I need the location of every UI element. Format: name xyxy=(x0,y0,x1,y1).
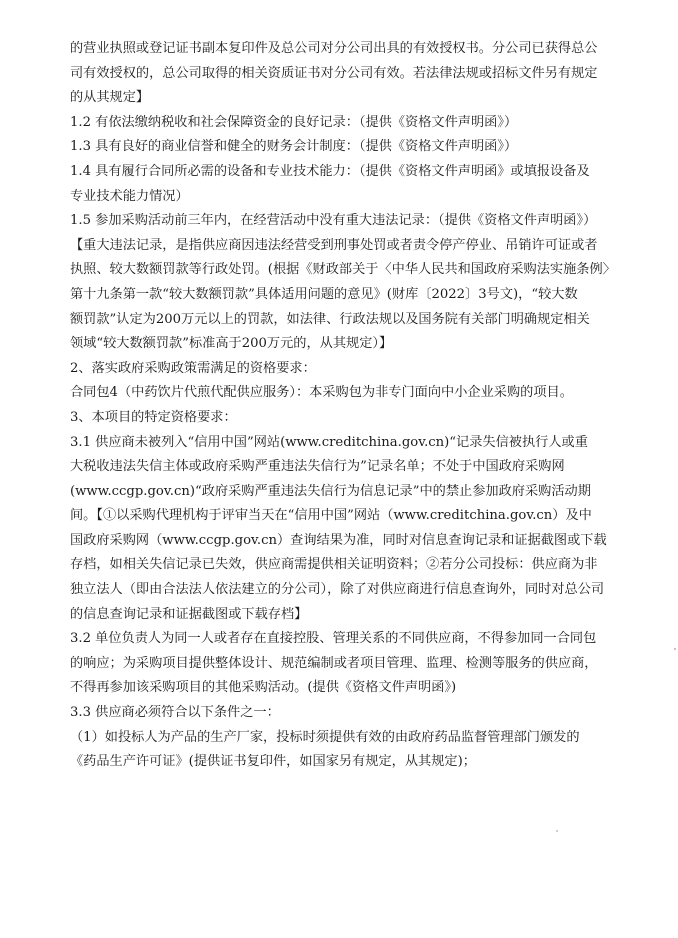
text-line: 大税收违法失信主体或政府采购严重违法失信行为”记录名单；不处于中国政府采购网 xyxy=(70,459,565,475)
text-line: 司有效授权的，总公司取得的相关资质证书对分公司有效。若法律法规或招标文件另有规定 xyxy=(70,65,598,81)
text-line: 不得再参加该采购项目的其他采购活动。(提供《资格文件声明函》) xyxy=(70,680,457,696)
text-line: 第十九条第一款“较大数额罚款”具体适用问题的意见》(财库〔2022〕3号文)，“较大数 xyxy=(70,286,578,302)
text-line: 的信息查询记录和证据截图或下载存档】 xyxy=(70,606,308,622)
text-line: 合同包4（中药饮片代煎代配供应服务）：本采购包为非专门面向中小企业采购的项目。 xyxy=(70,385,573,401)
scan-speck xyxy=(556,830,558,832)
text-line: 的从其规定】 xyxy=(70,90,150,106)
text-line: 间。【①以采购代理机构于评审当天在“信用中国”网站（www.creditchina.gov.cn）及中 xyxy=(70,508,592,524)
text-line: 额罚款”认定为200万元以上的罚款，如法律、行政法规以及国务院有关部门明确规定相关 xyxy=(70,311,590,327)
text-line: 存档，如相关失信记录已失效，供应商需提供相关证明资料；②若分公司投标：供应商为非 xyxy=(70,557,598,573)
text-line: 1.5 参加采购活动前三年内，在经营活动中没有重大违法记录：（提供《资格文件声明函》） xyxy=(70,213,597,229)
scan-speck xyxy=(674,648,676,650)
text-line: 3.3 供应商必须符合以下条件之一： xyxy=(70,705,280,721)
text-line: 1.4 具有履行合同所必需的设备和专业技术能力：（提供《资格文件声明函》或填报设备及 xyxy=(70,163,590,179)
text-line: (www.ccgp.gov.cn)“政府采购严重违法失信行为信息记录”中的禁止参加政府采购活动期 xyxy=(70,483,591,499)
text-line: 3.2 单位负责人为同一人或者存在直接控股、管理关系的不同供应商，不得参加同一合同包 xyxy=(70,631,597,647)
text-line: 3、本项目的特定资格要求： xyxy=(70,409,237,425)
text-line: 独立法人（即由合法法人依法建立的分公司），除了对供应商进行信息查询外，同时对总公司 xyxy=(70,582,605,598)
text-line: （1）如投标人为产品的生产厂家，投标时须提供有效的由政府药品监督管理部门颁发的 xyxy=(70,729,580,745)
text-line: 2、落实政府采购政策需满足的资格要求： xyxy=(70,360,316,376)
text-line: 的响应；为采购项目提供整体设计、规范编制或者项目管理、监理、检测等服务的供应商， xyxy=(70,655,598,671)
text-line: 领域“较大数额罚款”标准高于200万元的，从其规定）】 xyxy=(70,336,393,352)
text-line: 执照、较大数额罚款等行政处罚。(根据《财政部关于〈中华人民共和国政府采购法实施条例〉 xyxy=(70,262,616,278)
text-line: 《药品生产许可证》(提供证书复印件，如国家另有规定，从其规定)； xyxy=(70,754,476,770)
text-line: 1.3 具有良好的商业信誉和健全的财务会计制度：（提供《资格文件声明函》） xyxy=(70,139,518,155)
text-line: 3.1 供应商未被列入“信用中国”网站(www.creditchina.gov.cn)“记录失信被执行人或重 xyxy=(70,434,588,450)
text-line: 的营业执照或登记证书副本复印件及总公司对分公司出具的有效授权书。分公司已获得总公 xyxy=(70,41,598,56)
text-line: 1.2 有依法缴纳税收和社会保障资金的良好记录：（提供《资格文件声明函》） xyxy=(70,114,518,130)
text-line: 专业技术能力情况） xyxy=(70,188,189,204)
text-line: 【重大违法记录，是指供应商因违法经营受到刑事处罚或者责令停产停业、吊销许可证或者 xyxy=(70,237,598,253)
text-line: 国政府采购网（www.ccgp.gov.cn）查询结果为准，同时对信息查询记录和证据截图或下载 xyxy=(70,532,607,548)
